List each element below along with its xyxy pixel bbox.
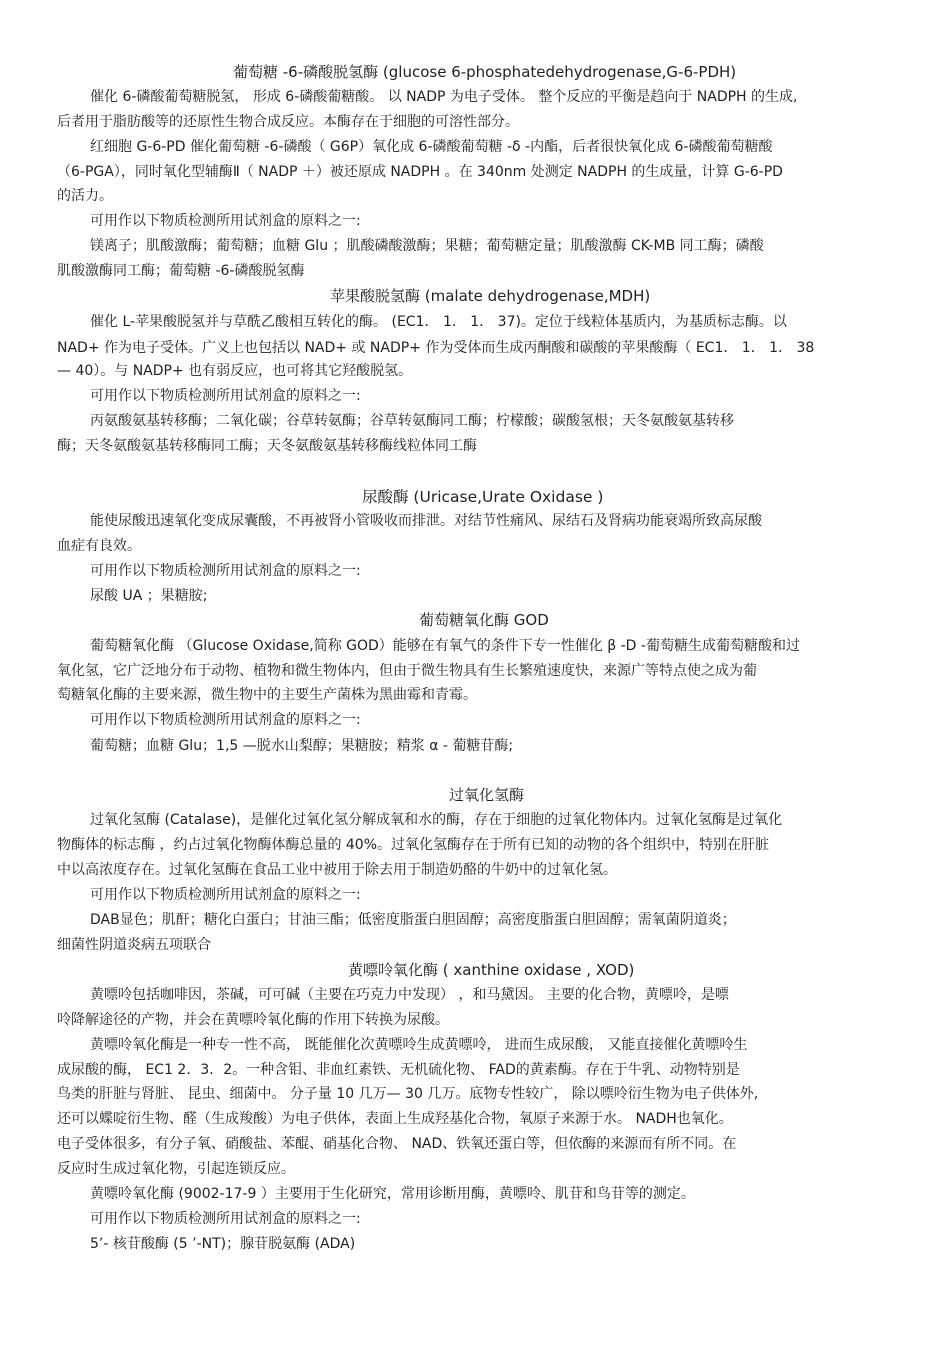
paragraph-line: 的活力。 (57, 188, 113, 204)
reagent-intro: 可用作以下物质检测所用试剂盒的原料之一: (90, 563, 361, 579)
reagent-list-line: 酶；天冬氨酸氨基转移酶同工酶；天冬氨酸氨基转移酶线粒体同工酶 (57, 438, 477, 454)
reagent-list-line: 肌酸激酶同工酶；葡萄糖 -6-磷酸脱氢酶 (57, 263, 305, 279)
paragraph-line: 氧化氢，它广泛地分布于动物、植物和微生物体内，但由于微生物具有生长繁殖速度快，来源广等特点使之成为葡 (57, 663, 757, 679)
reagent-intro: 可用作以下物质检测所用试剂盒的原料之一: (90, 887, 361, 903)
section-title-g6pdh: 葡萄糖 -6-磷酸脱氢酶 (glucose 6-phosphatedehydrogenase,G-6-PDH) (233, 63, 737, 81)
paragraph-line: 萄糖氧化酶的主要来源，微生物中的主要生产菌株为黑曲霉和青霉。 (57, 687, 477, 703)
reagent-intro: 可用作以下物质检测所用试剂盒的原料之一: (90, 388, 361, 404)
reagent-list-line: 尿酸 UA ；果糖胺; (90, 588, 208, 604)
reagent-list-line: 葡萄糖；血糖 Glu；1,5 —脱水山梨醇；果糖胺；精浆 α - 葡糖苷酶; (90, 738, 514, 754)
reagent-list-line: 丙氨酸氨基转移酶；二氧化碳；谷草转氨酶；谷草转氨酶同工酶；柠檬酸；碳酸氢根；天冬氨酸氨基转移 (90, 413, 734, 429)
paragraph-line: （6-PGA），同时氧化型辅酶Ⅱ（ NADP ＋）被还原成 NADPH 。在 340nm 处测定 NADPH 的生成量，计算 G-6-PD (57, 164, 783, 180)
paragraph-line: 电子受体很多，有分子氧、硝酸盐、苯醌、硝基化合物、 NAD、铁氧还蛋白等，但依酶的来源而有所不同。在 (57, 1136, 737, 1152)
paragraph-line: 鸟类的肝脏与肾脏、 昆虫、细菌中。 分子量 10 几万— 30 几万。底物专性较广， 除以嘌呤衍生物为电子供体外, (57, 1086, 759, 1102)
section-title-xod: 黄嘌呤氧化酶 ( xanthine oxidase , XOD) (348, 961, 635, 979)
section-title-mdh: 苹果酸脱氢酶 (malate dehydrogenase,MDH) (330, 287, 651, 305)
paragraph-line: NAD+ 作为电子受体。广义上也包括以 NAD+ 或 NADP+ 作为受体而生成丙酮酸和碳酸的苹果酸酶（ EC1． 1． 1． 38 (57, 340, 815, 356)
paragraph-line: — 40）。与 NADP+ 也有弱反应，也可将其它羟酸脱氢。 (57, 363, 413, 379)
paragraph-line: 葡萄糖氧化酶 （Glucose Oxidase,简称 GOD）能够在有氧气的条件下专一性催化 β -D -葡萄糖生成葡萄糖酸和过 (90, 638, 800, 654)
paragraph-line: 催化 L-苹果酸脱氢并与草酰乙酸相互转化的酶。 (EC1． 1． 1． 37)。定位于线粒体基质内，为基质标志酶。以 (90, 314, 787, 330)
paragraph-line: 中以高浓度存在。过氧化氢酶在食品工业中被用于除去用于制造奶酪的牛奶中的过氧化氢。 (57, 862, 617, 878)
paragraph-line: 黄嘌呤包括咖啡因，茶碱，可可碱（主要在巧克力中发现） ，和马黛因。 主要的化合物，黄嘌呤，是嘌 (90, 987, 729, 1003)
paragraph-line: 呤降解途径的产物，并会在黄嘌呤氧化酶的作用下转换为尿酸。 (57, 1012, 449, 1028)
section-title-uricase: 尿酸酶 (Uricase,Urate Oxidase ) (362, 488, 604, 506)
paragraph-line: 红细胞 G-6-PD 催化葡萄糖 -6-磷酸（ G6P）氧化成 6-磷酸葡萄糖 -δ -内酯，后者很快氧化成 6-磷酸葡萄糖酸 (90, 139, 773, 155)
reagent-list-line: 镁离子；肌酸激酶；葡萄糖；血糖 Glu ；肌酸磷酸激酶；果糖；葡萄糖定量；肌酸激酶 CK-MB 同工酶；磷酸 (90, 238, 764, 254)
paragraph-line: 还可以蝶啶衍生物、醛（生成羧酸）为电子供体，表面上生成羟基化合物，氧原子来源于水。 NADH也氧化。 (57, 1111, 733, 1127)
reagent-intro: 可用作以下物质检测所用试剂盒的原料之一: (90, 1211, 361, 1227)
paragraph-line: 催化 6-磷酸葡萄糖脱氢， 形成 6-磷酸葡糖酸。 以 NADP 为电子受体。 整个反应的平衡是趋向于 NADPH 的生成, (90, 89, 798, 105)
paragraph-line: 成尿酸的酶， EC1 2．3．2。一种含钼、非血红素铁、无机硫化物、 FAD的黄素酶。存在于牛乳、动物特别是 (57, 1062, 740, 1078)
reagent-intro: 可用作以下物质检测所用试剂盒的原料之一: (90, 712, 361, 728)
reagent-intro: 可用作以下物质检测所用试剂盒的原料之一: (90, 213, 361, 229)
paragraph-line: 过氧化氢酶 (Catalase)，是催化过氧化氢分解成氧和水的酶，存在于细胞的过氧化物体内。过氧化氢酶是过氧化 (90, 812, 783, 828)
section-title-god: 葡萄糖氧化酶 GOD (419, 611, 549, 629)
section-title-catalase: 过氧化氢酶 (449, 786, 525, 804)
reagent-list-line: DAB显色；肌酐；糖化白蛋白；甘油三酯；低密度脂蛋白胆固醇；高密度脂蛋白胆固醇；需氧菌阴道炎； (90, 912, 736, 928)
paragraph-line: 能使尿酸迅速氧化变成尿囊酸，不再被肾小管吸收而排泄。对结节性痛风、尿结石及肾病功能衰竭所致高尿酸 (90, 513, 762, 529)
paragraph-line: 黄嘌呤氧化酶 (9002-17-9 ）主要用于生化研究，常用诊断用酶，黄嘌呤、肌苷和鸟苷等的测定。 (90, 1186, 695, 1202)
paragraph-line: 反应时生成过氧化物，引起连锁反应。 (57, 1161, 295, 1177)
paragraph-line: 黄嘌呤氧化酶是一种专一性不高， 既能催化次黄嘌呤生成黄嘌呤， 进而生成尿酸， 又能直接催化黄嘌呤生 (90, 1037, 748, 1053)
reagent-list-line: 5’- 核苷酸酶 (5 ’-NT)；腺苷脱氨酶 (ADA) (90, 1236, 356, 1252)
paragraph-line: 后者用于脂肪酸等的还原性生物合成反应。本酶存在于细胞的可溶性部分。 (57, 114, 519, 130)
paragraph-line: 物酶体的标志酶 ，约占过氧化物酶体酶总量的 40%。过氧化氢酶存在于所有已知的动物的各个组织中，特别在肝脏 (57, 837, 770, 853)
reagent-list-line: 细菌性阴道炎病五项联合 (57, 937, 211, 953)
paragraph-line: 血症有良效。 (57, 538, 141, 554)
